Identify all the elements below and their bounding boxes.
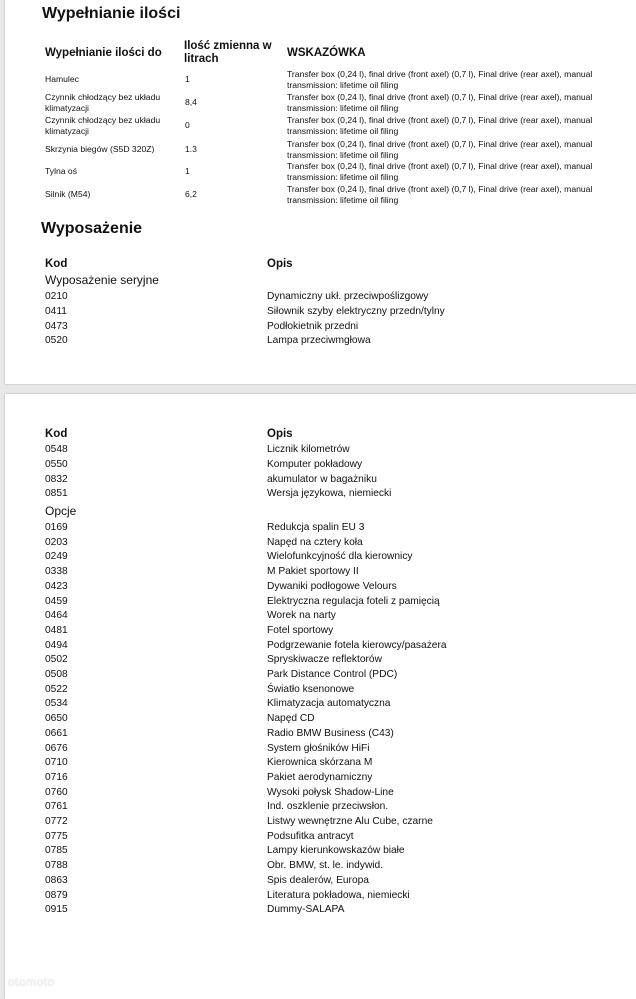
equipment-code: 0502 [45,654,68,666]
fluids-row-qty: 0 [185,120,190,130]
fluids-header-hint: WSKAZÓWKA [287,47,366,59]
equipment-desc: Podsufitka antracyt [267,830,354,842]
equipment-desc: Obr. BMW, st. le. indywid. [267,860,384,872]
fluids-header-qty: Ilość zmienna w litrach [184,40,272,65]
equipment-desc: Dywaniki podłogowe Velours [267,580,397,592]
equipment-desc: Wysoki połysk Shadow-Line [267,786,394,798]
equipment-desc: Radio BMW Business (C43) [267,727,394,739]
fluids-row-hint: Transfer box (0,24 l), final drive (front axel) (0,7 l), Final drive (rear axel), manual transmission: lifetime oil filing [287,69,593,90]
equipment-header-code-2: Kod [45,428,68,440]
equipment-desc: Redukcja spalin EU 3 [267,522,365,533]
equipment-code: 0459 [45,595,68,607]
equipment-code: 0915 [45,904,68,916]
fluids-row-qty: 8,4 [185,97,197,107]
equipment-code: 0464 [45,610,68,622]
equipment-desc: Wielofunkcyjność dla kierownicy [267,551,413,563]
equipment-desc: Licznik kilometrów [267,444,350,455]
fluids-row-name: Silnik (M54) [45,189,91,199]
fluids-row-qty: 1 [185,166,190,176]
equipment-code: 0203 [45,536,68,548]
equipment-header-code: Kod [45,258,68,270]
equipment-header-desc-2: Opis [267,428,293,440]
options-label: Opcje [45,504,77,518]
equipment-desc: Spryskiwacze reflektorów [267,654,382,666]
equipment-code: 0832 [45,473,68,485]
equipment-code: 0785 [45,845,68,857]
equipment-desc: Dynamiczny ukł. przeciwpoślizgowy [267,291,429,302]
equipment-desc: Komputer pokładowy [267,458,363,470]
fluids-row-name: Tylna oś [45,166,78,176]
equipment-code: 0520 [45,335,68,347]
fluids-header-item: Wypełnianie ilości do [45,47,162,59]
document-page-1 [5,0,636,384]
equipment-code: 0508 [45,669,68,680]
fluids-row-hint: Transfer box (0,24 l), final drive (front axel) (0,7 l), Final drive (rear axel), manual transmission: lifetime oil filing [287,92,593,113]
equipment-code: 0494 [45,639,68,651]
equipment-code: 0650 [45,713,68,725]
fluids-row-name: Skrzynia biegów (S5D 320Z) [45,144,155,154]
equipment-code: 0548 [45,444,68,455]
standard-equipment-label: Wyposażenie seryjne [45,273,159,287]
equipment-desc: Światło ksenonowe [267,683,355,695]
fluids-row-hint: Transfer box (0,24 l), final drive (front axel) (0,7 l), Final drive (rear axel), manual transmission: lifetime oil filing [287,161,593,182]
equipment-code: 0761 [45,801,68,813]
equipment-code: 0788 [45,860,68,872]
equipment-desc: Ind. oszklenie przeciwsłon. [267,801,389,813]
equipment-code: 0661 [45,727,68,739]
fluids-row-hint: Transfer box (0,24 l), final drive (front axel) (0,7 l), Final drive (rear axel), manual transmission: lifetime oil filing [287,184,593,205]
equipment-code: 0710 [45,757,68,769]
equipment-code: 0473 [45,320,68,332]
equipment-code: 0210 [45,291,68,302]
equipment-code: 0534 [45,698,68,710]
equipment-code: 0716 [45,771,68,783]
equipment-code: 0851 [45,488,68,500]
equipment-desc: Napęd na cztery koła [267,536,363,548]
equipment-desc: Siłownik szyby elektryczny przedn/tylny [267,305,445,317]
document-page-2 [5,394,636,999]
equipment-desc: Fotel sportowy [267,624,334,636]
equipment-code: 0863 [45,874,68,886]
equipment-code: 0775 [45,830,68,842]
equipment-desc: Kierownica skórzana M [267,757,373,769]
equipment-desc: Spis dealerów, Europa [267,874,369,886]
equipment-desc: Elektryczna regulacja foteli z pamięcią [267,595,440,607]
equipment-desc: Podłokietnik przedni [267,320,359,332]
equipment-desc: Park Distance Control (PDC) [267,669,398,680]
equipment-desc: Lampy kierunkowskazów białe [267,845,405,857]
equipment-header-desc: Opis [267,258,293,270]
watermark: otomoto [8,975,55,989]
equipment-desc: Podgrzewanie fotela kierowcy/pasażera [267,639,447,651]
fluids-row-hint: Transfer box (0,24 l), final drive (front axel) (0,7 l), Final drive (rear axel), manual transmission: lifetime oil filing [287,139,593,160]
equipment-title: Wyposażenie [41,220,143,237]
equipment-code: 0772 [45,816,68,827]
fluids-row-name: Czynnik chłodzący bez układu klimatyzacji [45,115,161,136]
equipment-desc: System głośników HiFi [267,742,370,754]
equipment-desc: Wersja językowa, niemiecki [267,488,392,500]
equipment-desc: M Pakiet sportowy II [267,566,359,578]
fluids-row-qty: 1 [185,74,190,84]
fluids-title: Wypełnianie ilości [42,5,181,22]
equipment-code: 0676 [45,742,68,754]
equipment-desc: Pakiet aerodynamiczny [267,771,373,783]
equipment-code: 0249 [45,551,68,563]
equipment-code: 0338 [45,566,68,578]
equipment-code: 0411 [45,305,67,317]
equipment-desc: Listwy wewnętrzne Alu Cube, czarne [267,816,433,827]
equipment-code: 0169 [45,522,68,533]
equipment-desc: Dummy-SALAPA [267,904,345,916]
equipment-desc: Literatura pokładowa, niemiecki [267,889,410,901]
fluids-row-name: Hamulec [45,74,79,84]
equipment-desc: Napęd CD [267,713,315,725]
equipment-code: 0522 [45,683,68,695]
equipment-code: 0423 [45,580,68,592]
equipment-desc: akumulator w bagażniku [267,473,377,485]
equipment-code: 0879 [45,889,68,901]
equipment-desc: Lampa przeciwmgłowa [267,335,371,347]
equipment-desc: Worek na narty [267,610,336,622]
equipment-code: 0550 [45,458,68,470]
equipment-code: 0481 [45,624,68,636]
fluids-row-qty: 1.3 [185,144,197,154]
equipment-code: 0760 [45,786,68,798]
equipment-desc: Klimatyzacja automatyczna [267,698,391,710]
fluids-row-qty: 6,2 [185,189,197,199]
fluids-row-name: Czynnik chłodzący bez układu klimatyzacji [45,92,161,113]
fluids-row-hint: Transfer box (0,24 l), final drive (front axel) (0,7 l), Final drive (rear axel), manual transmission: lifetime oil filing [287,115,593,136]
